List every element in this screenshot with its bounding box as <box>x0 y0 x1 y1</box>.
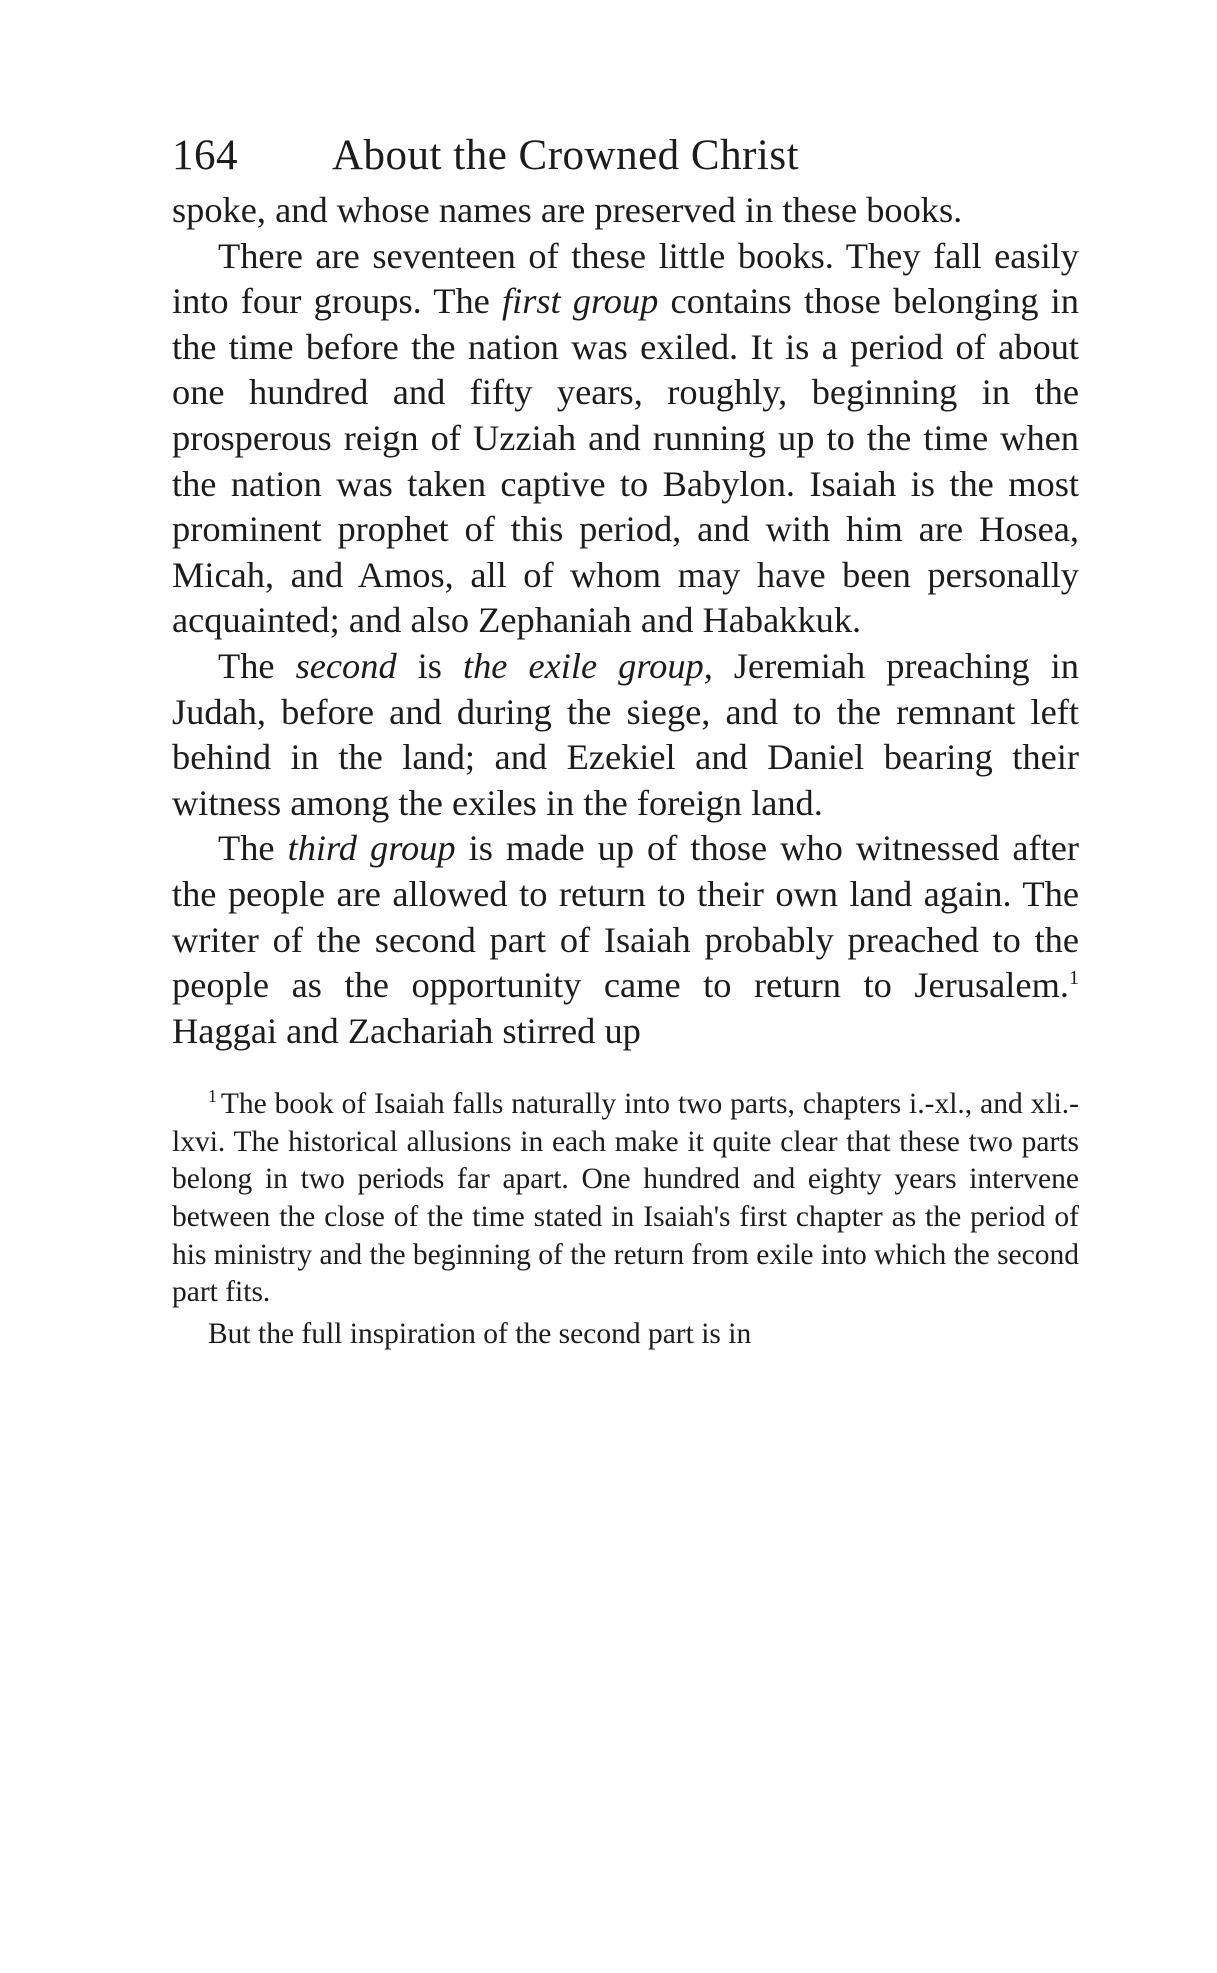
paragraph-4 <box>172 826 1079 1054</box>
paragraph-2-text-c: contains those belonging in the time before the nation was exiled. It is a period of about one hundred and fifty years, roughly, beginning in the prosperous reign of Uzziah and running up to the time when the nation was taken captive to Babylon. Isaiah is the most prominent prophet of this period, and with him are Hosea, Micah, and Amos, all of whom may have been personally acquainted; and also Zephaniah and Habakkuk. <box>172 281 1079 641</box>
paragraph-1-text: spoke, and whose names are preserved in these books. <box>172 190 963 230</box>
paragraph-4-italic-third-group: third group <box>287 828 456 869</box>
paragraph-1 <box>172 188 1079 234</box>
paragraph-3-italic-exile-group: the exile group, <box>462 645 713 686</box>
paragraph-3-text-e: Jeremiah preaching in Judah, before and during the siege, and to the remnant left behind in the land; and Ezekiel and Daniel bearing their witness among the exiles in the foreign land. <box>172 645 1079 823</box>
footnote-1-text: The book of Isaiah falls naturally into two parts, chapters i.-xl., and xli.-lxvi. The historical allusions in each make it quite clear that these two parts belong in two periods far apart. One hundred and eighty years intervene between the close of the time stated in Isaiah's first chapter as the period of his ministry and the beginning of the return from exile into which the second part fits. <box>172 1088 1079 1309</box>
paragraph-4-text-d: Haggai and Zachariah stirred up <box>172 1010 641 1051</box>
paragraph-2-italic-first-group: first group <box>501 281 659 322</box>
book-page <box>172 128 1079 1353</box>
paragraph-4-text-a: The <box>218 828 288 869</box>
paragraph-3-text-a: The <box>218 645 296 686</box>
paragraph-3-text-c: is <box>396 645 463 686</box>
footnote-1-continuation <box>172 1316 1079 1354</box>
footnote-1-marker: 1 <box>208 1086 217 1107</box>
footnote-1 <box>172 1086 1079 1312</box>
paragraph-2-text-a: There are seventeen of these little books. They fall easily into four groups. The <box>172 235 1079 322</box>
footnotes <box>172 1086 1079 1353</box>
footnote-1-continuation-text: But the full inspiration of the second part is in <box>208 1317 752 1350</box>
paragraph-2 <box>172 234 1079 644</box>
paragraph-4-text-c: is made up of those who witnessed after the people are allowed to return to their own land again. The writer of the second part of Isaiah probably preached to the people as the opportunity came to return to Jerusalem. <box>172 828 1079 1006</box>
footnote-reference: 1 <box>1068 966 1079 989</box>
running-head <box>172 128 1079 184</box>
paragraph-3-italic-second: second <box>295 645 397 686</box>
running-title: About the Crowned Christ <box>332 132 800 179</box>
paragraph-3 <box>172 644 1079 826</box>
page-number: 164 <box>172 132 238 179</box>
body-text <box>172 188 1079 1054</box>
